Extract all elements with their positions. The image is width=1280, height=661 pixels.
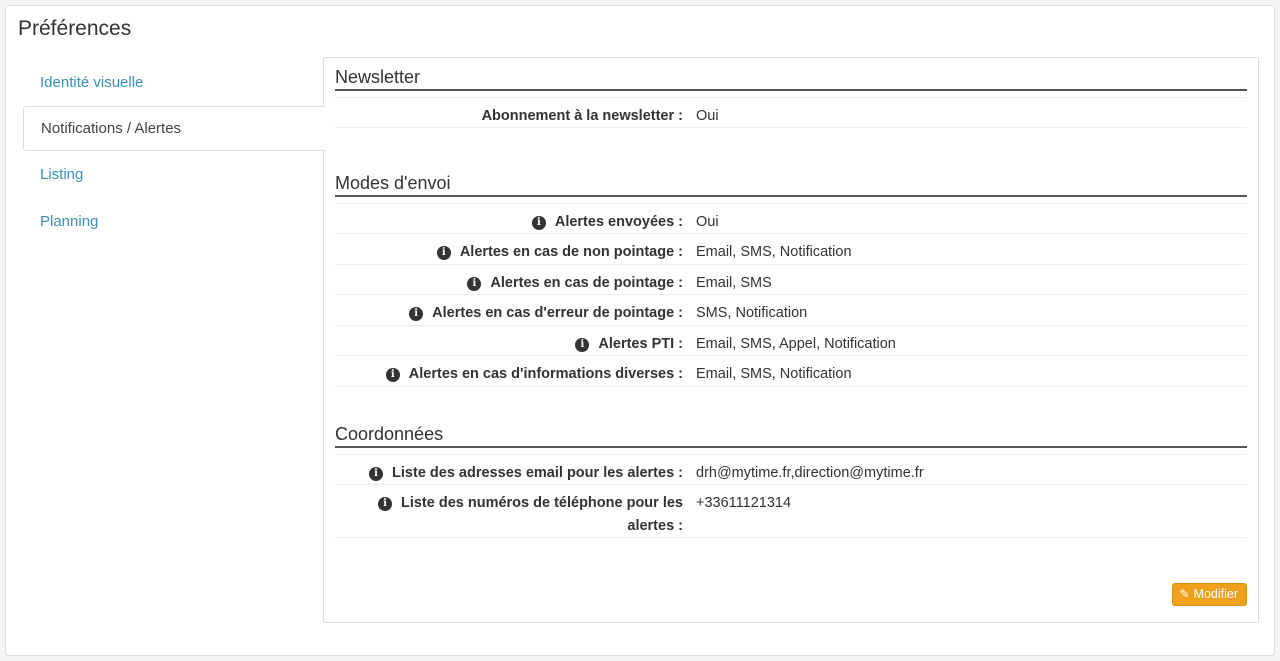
- row-value: Oui: [696, 214, 719, 230]
- tab-listing[interactable]: Listing: [40, 166, 84, 183]
- coordonnees-section: [335, 415, 1247, 538]
- row-alertes-envoyees: [335, 203, 1247, 233]
- preferences-tabs: [23, 59, 324, 245]
- row-label: Liste des adresses email pour les alertes :: [392, 465, 683, 481]
- newsletter-rows: [335, 97, 1247, 128]
- section-title-newsletter: Newsletter: [335, 58, 1247, 91]
- row-label: Alertes PTI :: [598, 335, 683, 352]
- row-alertes-informations-diverses: [335, 355, 1247, 386]
- page-title: Préférences: [18, 17, 132, 40]
- row-label: Alertes en cas d'erreur de pointage :: [432, 305, 683, 322]
- info-circle-icon[interactable]: i: [378, 497, 392, 511]
- tab-notifications-alertes[interactable]: Notifications / Alertes: [23, 106, 325, 151]
- row-label: Alertes en cas d'informations diverses :: [408, 366, 683, 383]
- section-title-modes-envoi: Modes d'envoi: [335, 164, 1247, 197]
- tab-content: [323, 57, 1259, 623]
- coordonnees-rows: [335, 454, 1247, 538]
- info-circle-icon[interactable]: i: [369, 467, 383, 481]
- row-abonnement-newsletter: [335, 97, 1247, 128]
- row-alertes-pointage: [335, 264, 1247, 294]
- row-value: Oui: [696, 108, 719, 124]
- modify-button-label: Modifier: [1193, 587, 1238, 601]
- modes-envoi-section: [335, 164, 1247, 387]
- row-adresses-email: [335, 454, 1247, 484]
- info-circle-icon[interactable]: i: [437, 246, 451, 260]
- row-value: drh@mytime.fr,direction@mytime.fr: [696, 465, 924, 481]
- row-label: Liste des numéros de téléphone pour les alertes :: [400, 495, 683, 534]
- row-numeros-telephone: [335, 484, 1247, 538]
- tab-identite-visuelle[interactable]: Identité visuelle: [40, 74, 144, 91]
- row-label: Alertes en cas de pointage :: [490, 274, 683, 291]
- pencil-icon: ✎: [1179, 587, 1190, 601]
- info-circle-icon[interactable]: i: [532, 216, 546, 230]
- preferences-panel: [5, 5, 1275, 656]
- modify-button[interactable]: [1172, 583, 1247, 606]
- row-value: Email, SMS: [696, 274, 772, 291]
- row-value: Email, SMS, Notification: [696, 366, 852, 383]
- info-circle-icon[interactable]: i: [409, 307, 423, 321]
- info-circle-icon[interactable]: i: [467, 277, 481, 291]
- tab-planning[interactable]: Planning: [40, 213, 99, 230]
- info-circle-icon[interactable]: i: [575, 338, 589, 352]
- row-label: Alertes envoyées :: [554, 214, 683, 230]
- row-label: Abonnement à la newsletter :: [481, 108, 683, 124]
- row-alertes-pti: [335, 325, 1247, 355]
- section-title-coordonnees: Coordonnées: [335, 415, 1247, 448]
- modes-envoi-rows: [335, 203, 1247, 387]
- row-alertes-erreur-pointage: [335, 294, 1247, 324]
- row-alertes-non-pointage: [335, 233, 1247, 263]
- row-value: Email, SMS, Notification: [696, 244, 852, 261]
- row-value: SMS, Notification: [696, 305, 808, 322]
- info-circle-icon[interactable]: i: [386, 368, 400, 382]
- row-label: Alertes en cas de non pointage :: [459, 244, 683, 261]
- row-value: Email, SMS, Appel, Notification: [696, 335, 896, 352]
- row-value: +33611121314: [696, 495, 792, 512]
- newsletter-section: [335, 58, 1247, 128]
